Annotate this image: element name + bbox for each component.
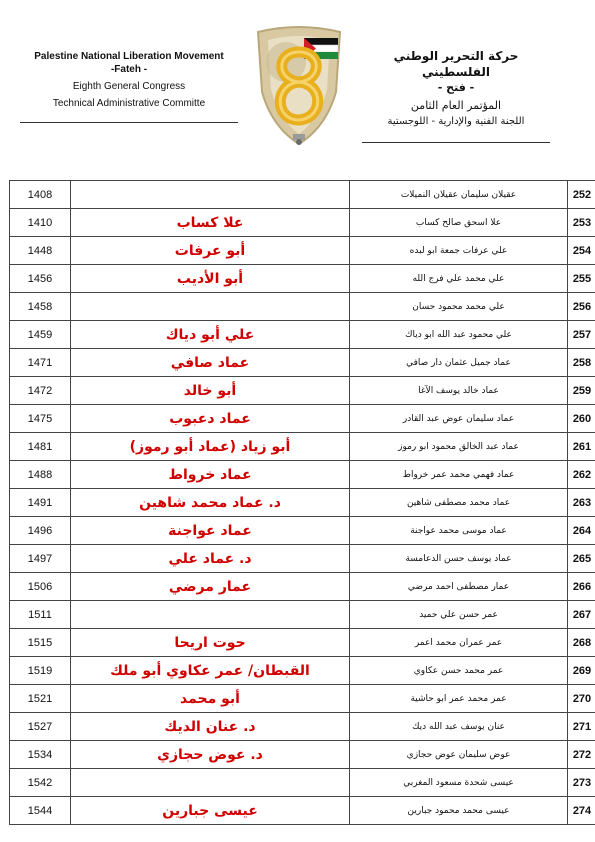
member-full-name: عمر محمد عمر ابو حاشية (350, 685, 568, 713)
member-number: 1472 (10, 377, 71, 405)
table-row (10, 797, 595, 825)
member-number: 1519 (10, 657, 71, 685)
member-full-name: عيسى محمد محمود جبارين (350, 797, 568, 825)
member-full-name: عمر محمد حسن عكاوي (350, 657, 568, 685)
table-row (10, 629, 595, 657)
member-number: 1542 (10, 769, 71, 797)
table-row (10, 405, 595, 433)
member-full-name: عماد فهمي محمد عمر خرواط (350, 461, 568, 489)
member-number: 1496 (10, 517, 71, 545)
member-nickname: د. عنان الديك (71, 713, 350, 741)
table-row (10, 265, 595, 293)
header-english (20, 50, 238, 123)
member-nickname: أبو محمد (71, 685, 350, 713)
member-full-name: عمار مصطفى احمد مرضي (350, 573, 568, 601)
member-full-name: عمر عمران محمد اعمر (350, 629, 568, 657)
member-nickname: أبو الأديب (71, 265, 350, 293)
row-index: 270 (568, 685, 595, 713)
member-number: 1459 (10, 321, 71, 349)
table-row (10, 461, 595, 489)
member-nickname: عماد خرواط (71, 461, 350, 489)
member-nickname: علا كساب (71, 209, 350, 237)
org-short-en: -Fateh - (110, 64, 148, 75)
member-full-name: علي عرفات جمعة ابو لبده (350, 237, 568, 265)
member-number: 1448 (10, 237, 71, 265)
member-nickname: علي أبو دياك (71, 321, 350, 349)
member-full-name: عقيلان سليمان عقيلان النميلات (350, 181, 568, 209)
row-index: 258 (568, 349, 595, 377)
row-index: 267 (568, 601, 595, 629)
member-number: 1488 (10, 461, 71, 489)
member-nickname: أبو عرفات (71, 237, 350, 265)
member-nickname (71, 601, 350, 629)
member-nickname: أبو خالد (71, 377, 350, 405)
member-number: 1481 (10, 433, 71, 461)
table-row (10, 321, 595, 349)
member-number: 1511 (10, 601, 71, 629)
member-nickname: عماد دعبوب (71, 405, 350, 433)
member-full-name: عنان يوسف عبد الله ديك (350, 713, 568, 741)
table-row (10, 657, 595, 685)
member-full-name: عماد موسى محمد عواجنة (350, 517, 568, 545)
row-index: 254 (568, 237, 595, 265)
committee-ar: اللجنة الفنية والإدارية - اللوجستية (387, 116, 525, 127)
member-number: 1408 (10, 181, 71, 209)
member-nickname: د. عوض حجازي (71, 741, 350, 769)
row-index: 257 (568, 321, 595, 349)
member-nickname: د. عماد محمد شاهين (71, 489, 350, 517)
member-full-name: علا اسحق صالح كساب (350, 209, 568, 237)
member-number: 1471 (10, 349, 71, 377)
header-divider-right (362, 142, 550, 143)
member-full-name: عوض سليمان عوض حجازي (350, 741, 568, 769)
congress-ar: المؤتمر العام الثامن (410, 99, 502, 112)
table-row (10, 573, 595, 601)
member-nickname: عماد صافي (71, 349, 350, 377)
row-index: 265 (568, 545, 595, 573)
row-index: 256 (568, 293, 595, 321)
row-index: 261 (568, 433, 595, 461)
member-number: 1497 (10, 545, 71, 573)
member-full-name: عماد سليمان عوض عبد القادر (350, 405, 568, 433)
member-number: 1534 (10, 741, 71, 769)
member-nickname (71, 769, 350, 797)
row-index: 252 (568, 181, 595, 209)
row-index: 264 (568, 517, 595, 545)
member-full-name: عماد يوسف حسن الدعامسة (350, 545, 568, 573)
table-row (10, 433, 595, 461)
row-index: 266 (568, 573, 595, 601)
table-row (10, 601, 595, 629)
org-short-ar: - فتح - (437, 81, 475, 94)
row-index: 259 (568, 377, 595, 405)
table-row (10, 489, 595, 517)
member-number: 1456 (10, 265, 71, 293)
row-index: 263 (568, 489, 595, 517)
member-number: 1475 (10, 405, 71, 433)
member-nickname: عيسى جبارين (71, 797, 350, 825)
table-row (10, 517, 595, 545)
member-full-name: عماد جميل عثمان دار صافي (350, 349, 568, 377)
table-row (10, 181, 595, 209)
member-nickname (71, 181, 350, 209)
member-number: 1527 (10, 713, 71, 741)
header-divider-left (20, 122, 238, 123)
header-arabic (358, 48, 554, 143)
org-name-ar: حركة التحرير الوطني الفلسطيني (393, 49, 519, 79)
member-number: 1458 (10, 293, 71, 321)
member-nickname: عمار مرضي (71, 573, 350, 601)
row-index: 253 (568, 209, 595, 237)
table-row (10, 741, 595, 769)
member-full-name: عماد محمد مصطفى شاهين (350, 489, 568, 517)
table-row (10, 349, 595, 377)
table-row (10, 377, 595, 405)
member-number: 1491 (10, 489, 71, 517)
row-index: 271 (568, 713, 595, 741)
members-table (9, 180, 595, 825)
member-full-name: عيسى شحدة مسعود المغربي (350, 769, 568, 797)
table-row (10, 769, 595, 797)
member-number: 1544 (10, 797, 71, 825)
member-nickname: عماد عواجنة (71, 517, 350, 545)
member-nickname: د. عماد علي (71, 545, 350, 573)
members-table-body (10, 181, 595, 825)
member-nickname: حوت اريحا (71, 629, 350, 657)
row-index: 260 (568, 405, 595, 433)
member-full-name: علي محمد علي فرج الله (350, 265, 568, 293)
table-row (10, 713, 595, 741)
row-index: 268 (568, 629, 595, 657)
table-row (10, 545, 595, 573)
member-number: 1515 (10, 629, 71, 657)
committee-en: Technical Administrative Committe (52, 98, 206, 109)
member-full-name: عماد خالد يوسف الآغا (350, 377, 568, 405)
member-number: 1506 (10, 573, 71, 601)
table-row (10, 237, 595, 265)
table-row (10, 685, 595, 713)
member-nickname (71, 293, 350, 321)
row-index: 272 (568, 741, 595, 769)
member-full-name: علي محمد محمود حسان (350, 293, 568, 321)
org-name-en: Palestine National Liberation Movement (34, 51, 224, 62)
table-row (10, 209, 595, 237)
row-index: 274 (568, 797, 595, 825)
row-index: 269 (568, 657, 595, 685)
fateh-eighth-congress-logo-icon (246, 22, 352, 150)
member-number: 1521 (10, 685, 71, 713)
row-index: 273 (568, 769, 595, 797)
member-nickname: أبو زياد (عماد أبو رموز) (71, 433, 350, 461)
member-full-name: عمر حسن علي حميد (350, 601, 568, 629)
member-nickname: القبطان/ عمر عكاوي أبو ملك (71, 657, 350, 685)
row-index: 262 (568, 461, 595, 489)
table-row (10, 293, 595, 321)
member-full-name: علي محمود عبد الله ابو دياك (350, 321, 568, 349)
member-full-name: عماد عبد الخالق محمود ابو رموز (350, 433, 568, 461)
congress-en: Eighth General Congress (72, 81, 186, 92)
member-number: 1410 (10, 209, 71, 237)
row-index: 255 (568, 265, 595, 293)
